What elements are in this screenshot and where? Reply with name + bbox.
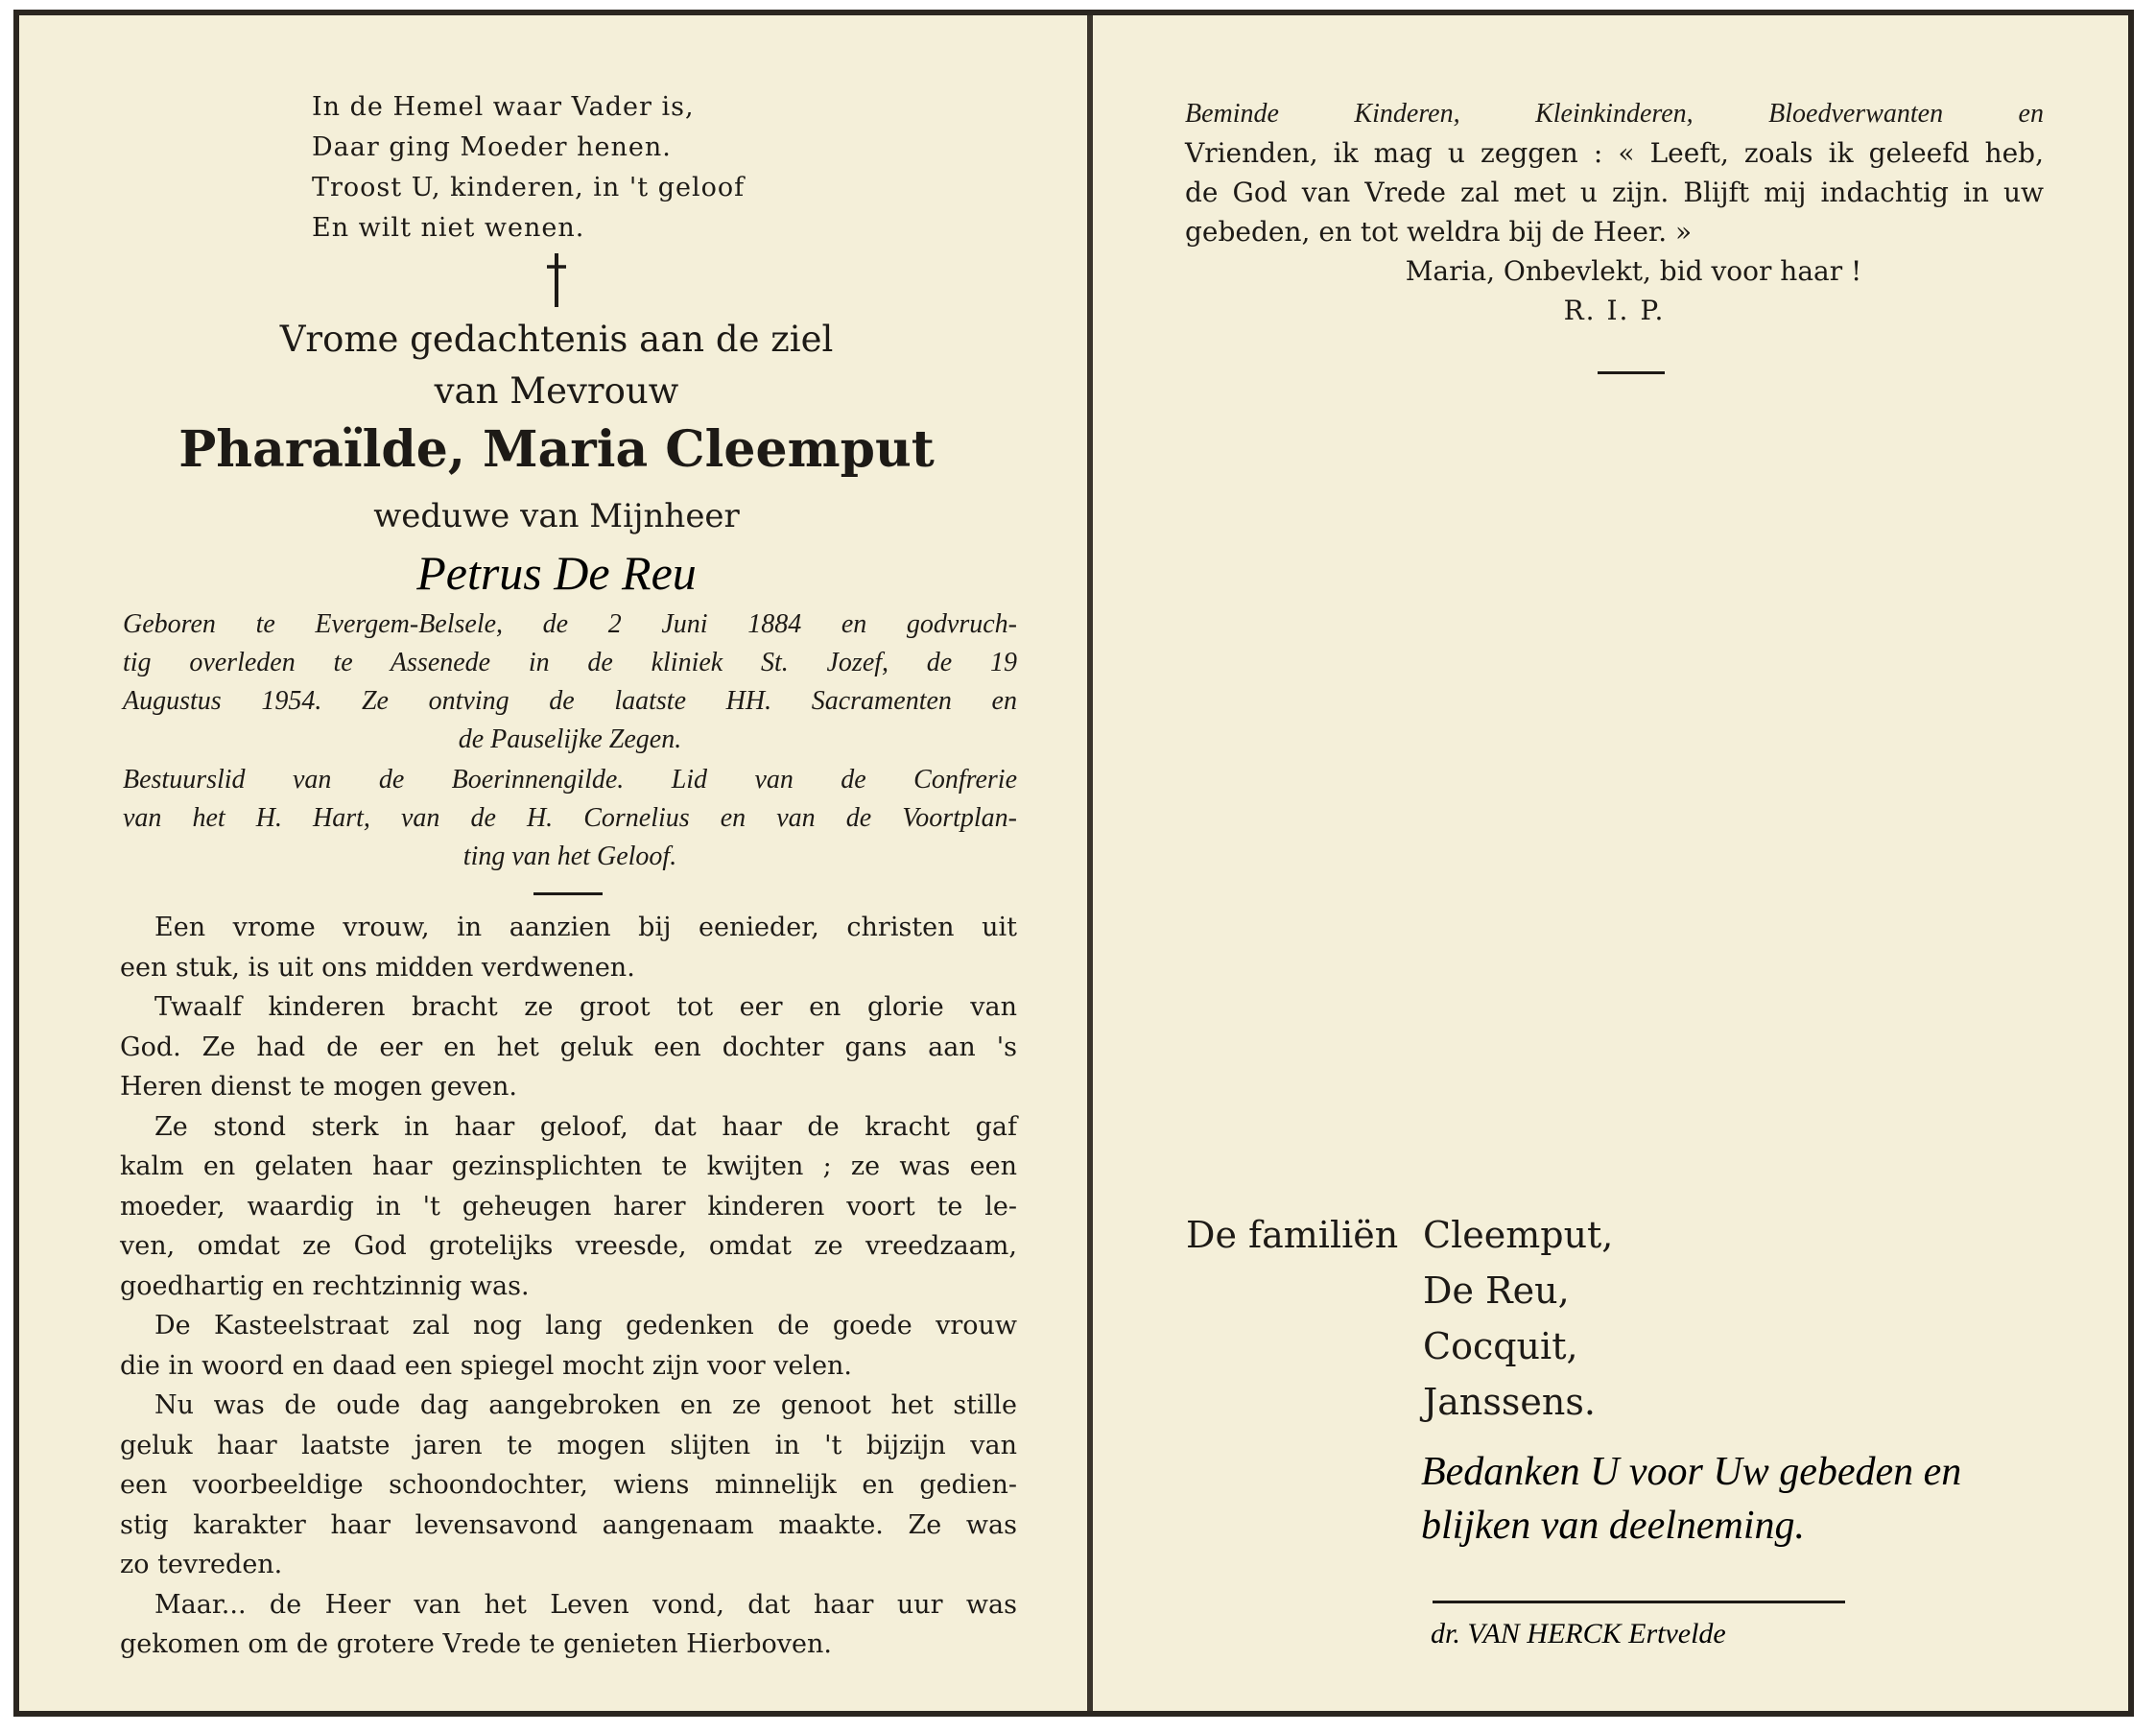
heading-line-2: van Mevrouw [434,370,679,412]
paragraph [120,1107,1017,1307]
printer-credit: dr. VAN HERCK Ertvelde [1431,1618,1726,1649]
family-name: De Reu, [1423,1269,1570,1312]
bio-line: ting van het Geloof. [462,842,677,871]
thanks-line: blijken van deelneming. [1421,1504,1806,1548]
bio-line: tig overleden te Assenede in de kliniek St. Jozef, de 19 [123,648,1017,677]
paragraph [120,908,1017,987]
text-line: Twaalf kinderen bracht ze groot tot eer en glorie van [154,992,1017,1022]
text-line: geluk haar laatste jaren te mogen slijten in 't bijzijn van [120,1430,1017,1460]
divider [533,892,603,895]
poem-line: Daar ging Moeder henen. [312,132,672,162]
text-line: die in woord en daad een spiegel mocht zijn voor velen. [120,1350,853,1381]
deceased-name: Pharaïlde, Maria Cleemput [178,420,935,479]
card-fold [1087,15,1093,1711]
text-line: Ze stond sterk in haar geloof, dat haar de kracht gaf [154,1111,1017,1142]
cross-icon [545,253,568,307]
bio-line: Geboren te Evergem-Belsele, de 2 Juni 1884 en godvruch- [123,609,1017,639]
poem-line: Troost U, kinderen, in 't geloof [312,173,746,202]
text-line: kalm en gelaten haar gezinsplichten te kwijten ; ze was een [120,1151,1017,1181]
text-line: moeder, waardig in 't geheugen harer kinderen voort te le- [120,1191,1017,1222]
text-line: stig karakter haar levensavond aangenaam maakte. Ze was [120,1509,1017,1540]
text-line: God. Ze had de eer en het geluk een dochter gans aan 's [120,1032,1017,1062]
text-line: Een vrome vrouw, in aanzien bij eenieder, christen uit [154,913,1017,942]
poem-line: En wilt niet wenen. [312,213,585,243]
rip: R. I. P. [1563,295,1666,326]
address-line: gebeden, en tot weldra bij de Heer. » [1185,216,1693,248]
widow-of: weduwe van Mijnheer [373,497,740,535]
spouse-name: Petrus De Reu [416,546,697,600]
paragraph [120,987,1017,1107]
families-label: De familiën [1186,1214,1399,1256]
text-line: gekomen om de grotere Vrede te genieten Hierboven. [120,1629,832,1659]
thanks-line: Bedanken U voor Uw gebeden en [1421,1450,1962,1494]
thanks [1421,1445,1961,1553]
text-line: goedhartig en rechtzinnig was. [120,1270,530,1301]
bio-line: Augustus 1954. Ze ontving de laatste HH. Sacramenten en [123,686,1017,716]
address-line: Vrienden, ik mag u zeggen : « Leeft, zoals ik geleefd heb, [1185,137,2044,169]
address-line: Beminde Kinderen, Kleinkinderen, Bloedverwanten en [1185,99,2044,129]
bio-line: de Pauselijke Zegen. [458,724,682,754]
text-line: Nu was de oude dag aangebroken en ze genoot het stille [154,1390,1017,1420]
heading-line-1: Vrome gedachtenis aan de ziel [279,319,834,360]
text-line: De Kasteelstraat zal nog lang gedenken de goede vrouw [154,1311,1017,1341]
text-line: zo tevreden. [120,1550,283,1579]
memorial-card [13,10,2134,1717]
family-address [1185,94,2044,251]
prayer: Maria, Onbevlekt, bid voor haar ! [1405,255,1862,287]
poem-line: In de Hemel waar Vader is, [312,92,695,122]
paragraph [120,1585,1017,1665]
divider [1433,1601,1845,1603]
poem [312,87,745,249]
text-line: een voorbeeldige schoondochter, wiens minnelijk en gedien- [120,1470,1017,1500]
bio-line: Bestuurslid van de Boerinnengilde. Lid van de Confrerie [123,765,1017,795]
text-line: Maar... de Heer van het Leven vond, dat haar uur was [154,1589,1017,1620]
bio-line: van het H. Hart, van de H. Cornelius en van de Voortplan- [123,803,1017,833]
bio-membership [123,761,1017,876]
eulogy [120,908,1017,1665]
text-line: een stuk, is uit ons midden verdwenen. [120,952,635,983]
paragraph [120,1386,1017,1585]
address-line: de God van Vrede zal met u zijn. Blijft mij indachtig in uw [1185,177,2044,208]
bio-birth [123,605,1017,759]
text-line: ven, omdat ze God grotelijks vreesde, omdat ze vreedzaam, [120,1231,1017,1261]
divider [1598,371,1665,374]
family-name: Janssens. [1423,1381,1596,1423]
text-line: Heren dienst te mogen geven. [120,1072,517,1102]
families [1186,1207,1613,1430]
family-name: Cocquit, [1423,1325,1578,1367]
family-name: Cleemput, [1423,1214,1614,1256]
paragraph [120,1306,1017,1386]
